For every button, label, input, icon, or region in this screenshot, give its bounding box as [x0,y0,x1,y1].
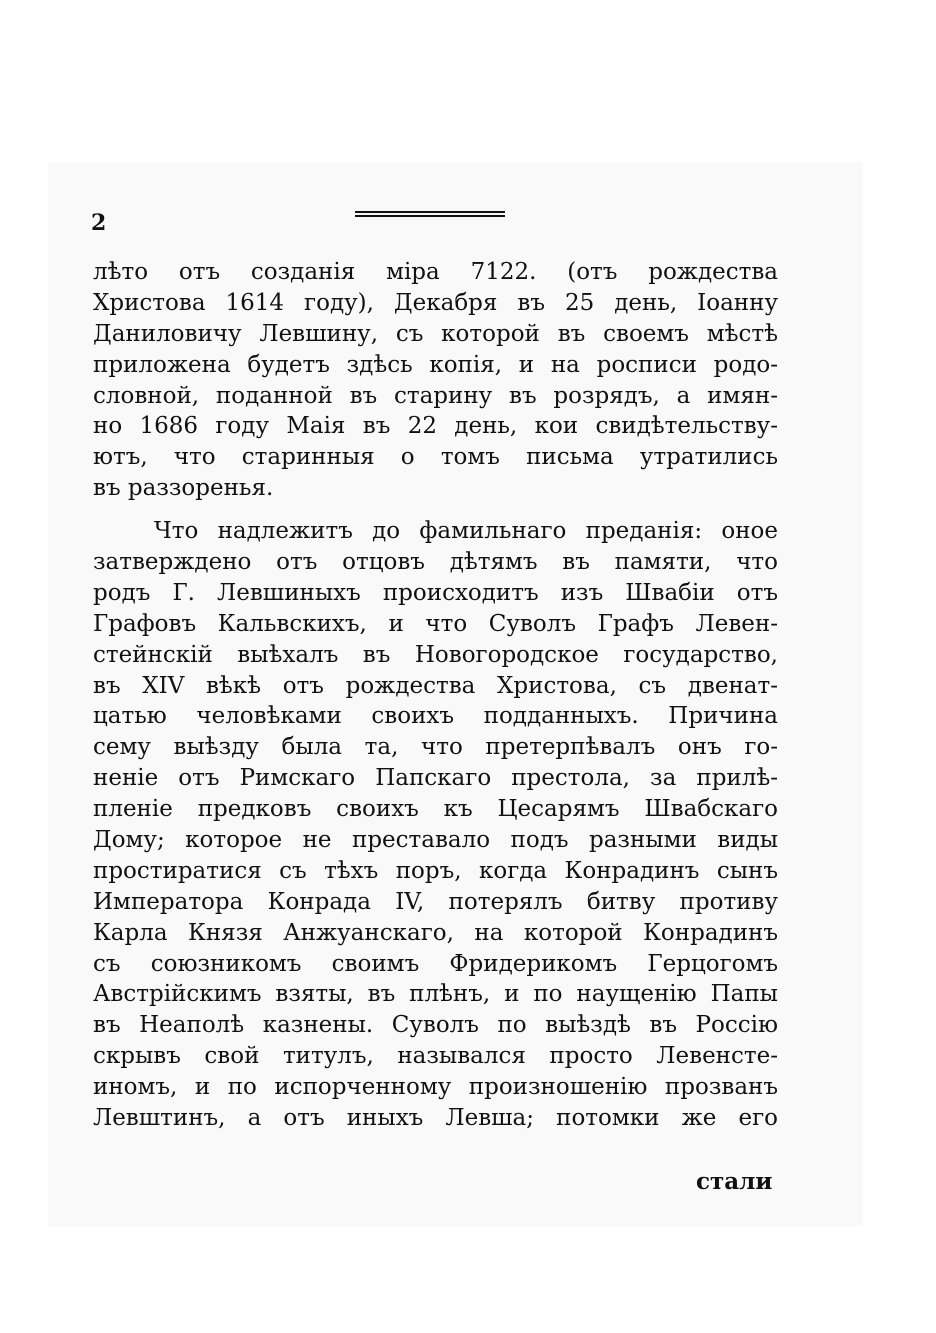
text-line: Дому; которое не преставало подъ разными виды [93,827,778,854]
text-line: лѣто отъ созданія міра 7122. (отъ рождества [93,259,778,285]
text-line: пленіе предковъ своихъ къ Цесарямъ Швабскаго [93,796,778,823]
text-line: Карла Князя Анжуанскаго, на которой Конрадинъ [93,919,778,946]
text-line: иномъ, и по испорченному произношенію прозванъ [93,1074,778,1101]
text-line: родъ Г. Левшиныхъ происходитъ изъ Швабіи отъ [93,579,778,606]
text-line: скрывъ свой титулъ, назывался просто Левенсте- [93,1043,778,1070]
text-line: сему выѣзду была та, что претерпѣвалъ онъ го- [93,734,778,761]
text-line: простиратися съ тѣхъ поръ, когда Конрадинъ сынъ [93,857,778,884]
text-line: Графовъ Кальвскихъ, и что Суволъ Графъ Левен- [93,610,778,637]
text-line: Что надлежитъ до фамильнаго преданія: оное [154,518,778,545]
text-line: ютъ, что старинныя о томъ письма утратились [93,444,778,471]
header-ornament-rule [355,211,505,220]
body-text [93,257,778,1134]
text-line: Христова 1614 году), Декабря въ 25 день, Іоанну [93,289,778,316]
text-line: затверждено отъ отцовъ дѣтямъ въ памяти, что [93,549,778,576]
text-line: словной, поданной въ старину въ розрядъ, а имян- [93,382,778,409]
text-line: Даниловичу Левшину, съ которой въ своемъ мѣстѣ [93,320,778,347]
text-line: неніе отъ Римскаго Папскаго престола, за прилѣ- [93,765,778,792]
paragraph [93,516,778,1134]
text-line: Австрійскимъ взяты, въ плѣнъ, и по наущенію Папы [93,981,778,1008]
text-line: Императора Конрада IV, потерялъ битву противу [93,888,778,915]
catchword: стали [696,1168,773,1195]
text-line: въ Неаполѣ казнены. Суволъ по выѣздѣ въ Россію [93,1012,778,1039]
text-line: но 1686 году Маія въ 22 день, кои свидѣтельству- [93,413,778,440]
text-line: съ союзникомъ своимъ Фридерикомъ Герцогомъ [93,950,778,977]
text-line: стейнскій выѣхалъ въ Новогородское государство, [93,641,778,668]
text-line: въ XIV вѣкѣ отъ рождества Христова, съ двенат- [93,672,778,699]
text-line: Левштинъ, а отъ иныхъ Левша; потомки же его [93,1105,778,1132]
text-line: приложена будетъ здѣсь копія, и на росписи родо- [93,351,778,378]
text-line: цатью человѣками своихъ подданныхъ. Причина [93,703,778,730]
page-number: 2 [91,210,107,236]
paragraph [93,257,778,504]
text-line: въ раззоренья. [93,475,274,502]
